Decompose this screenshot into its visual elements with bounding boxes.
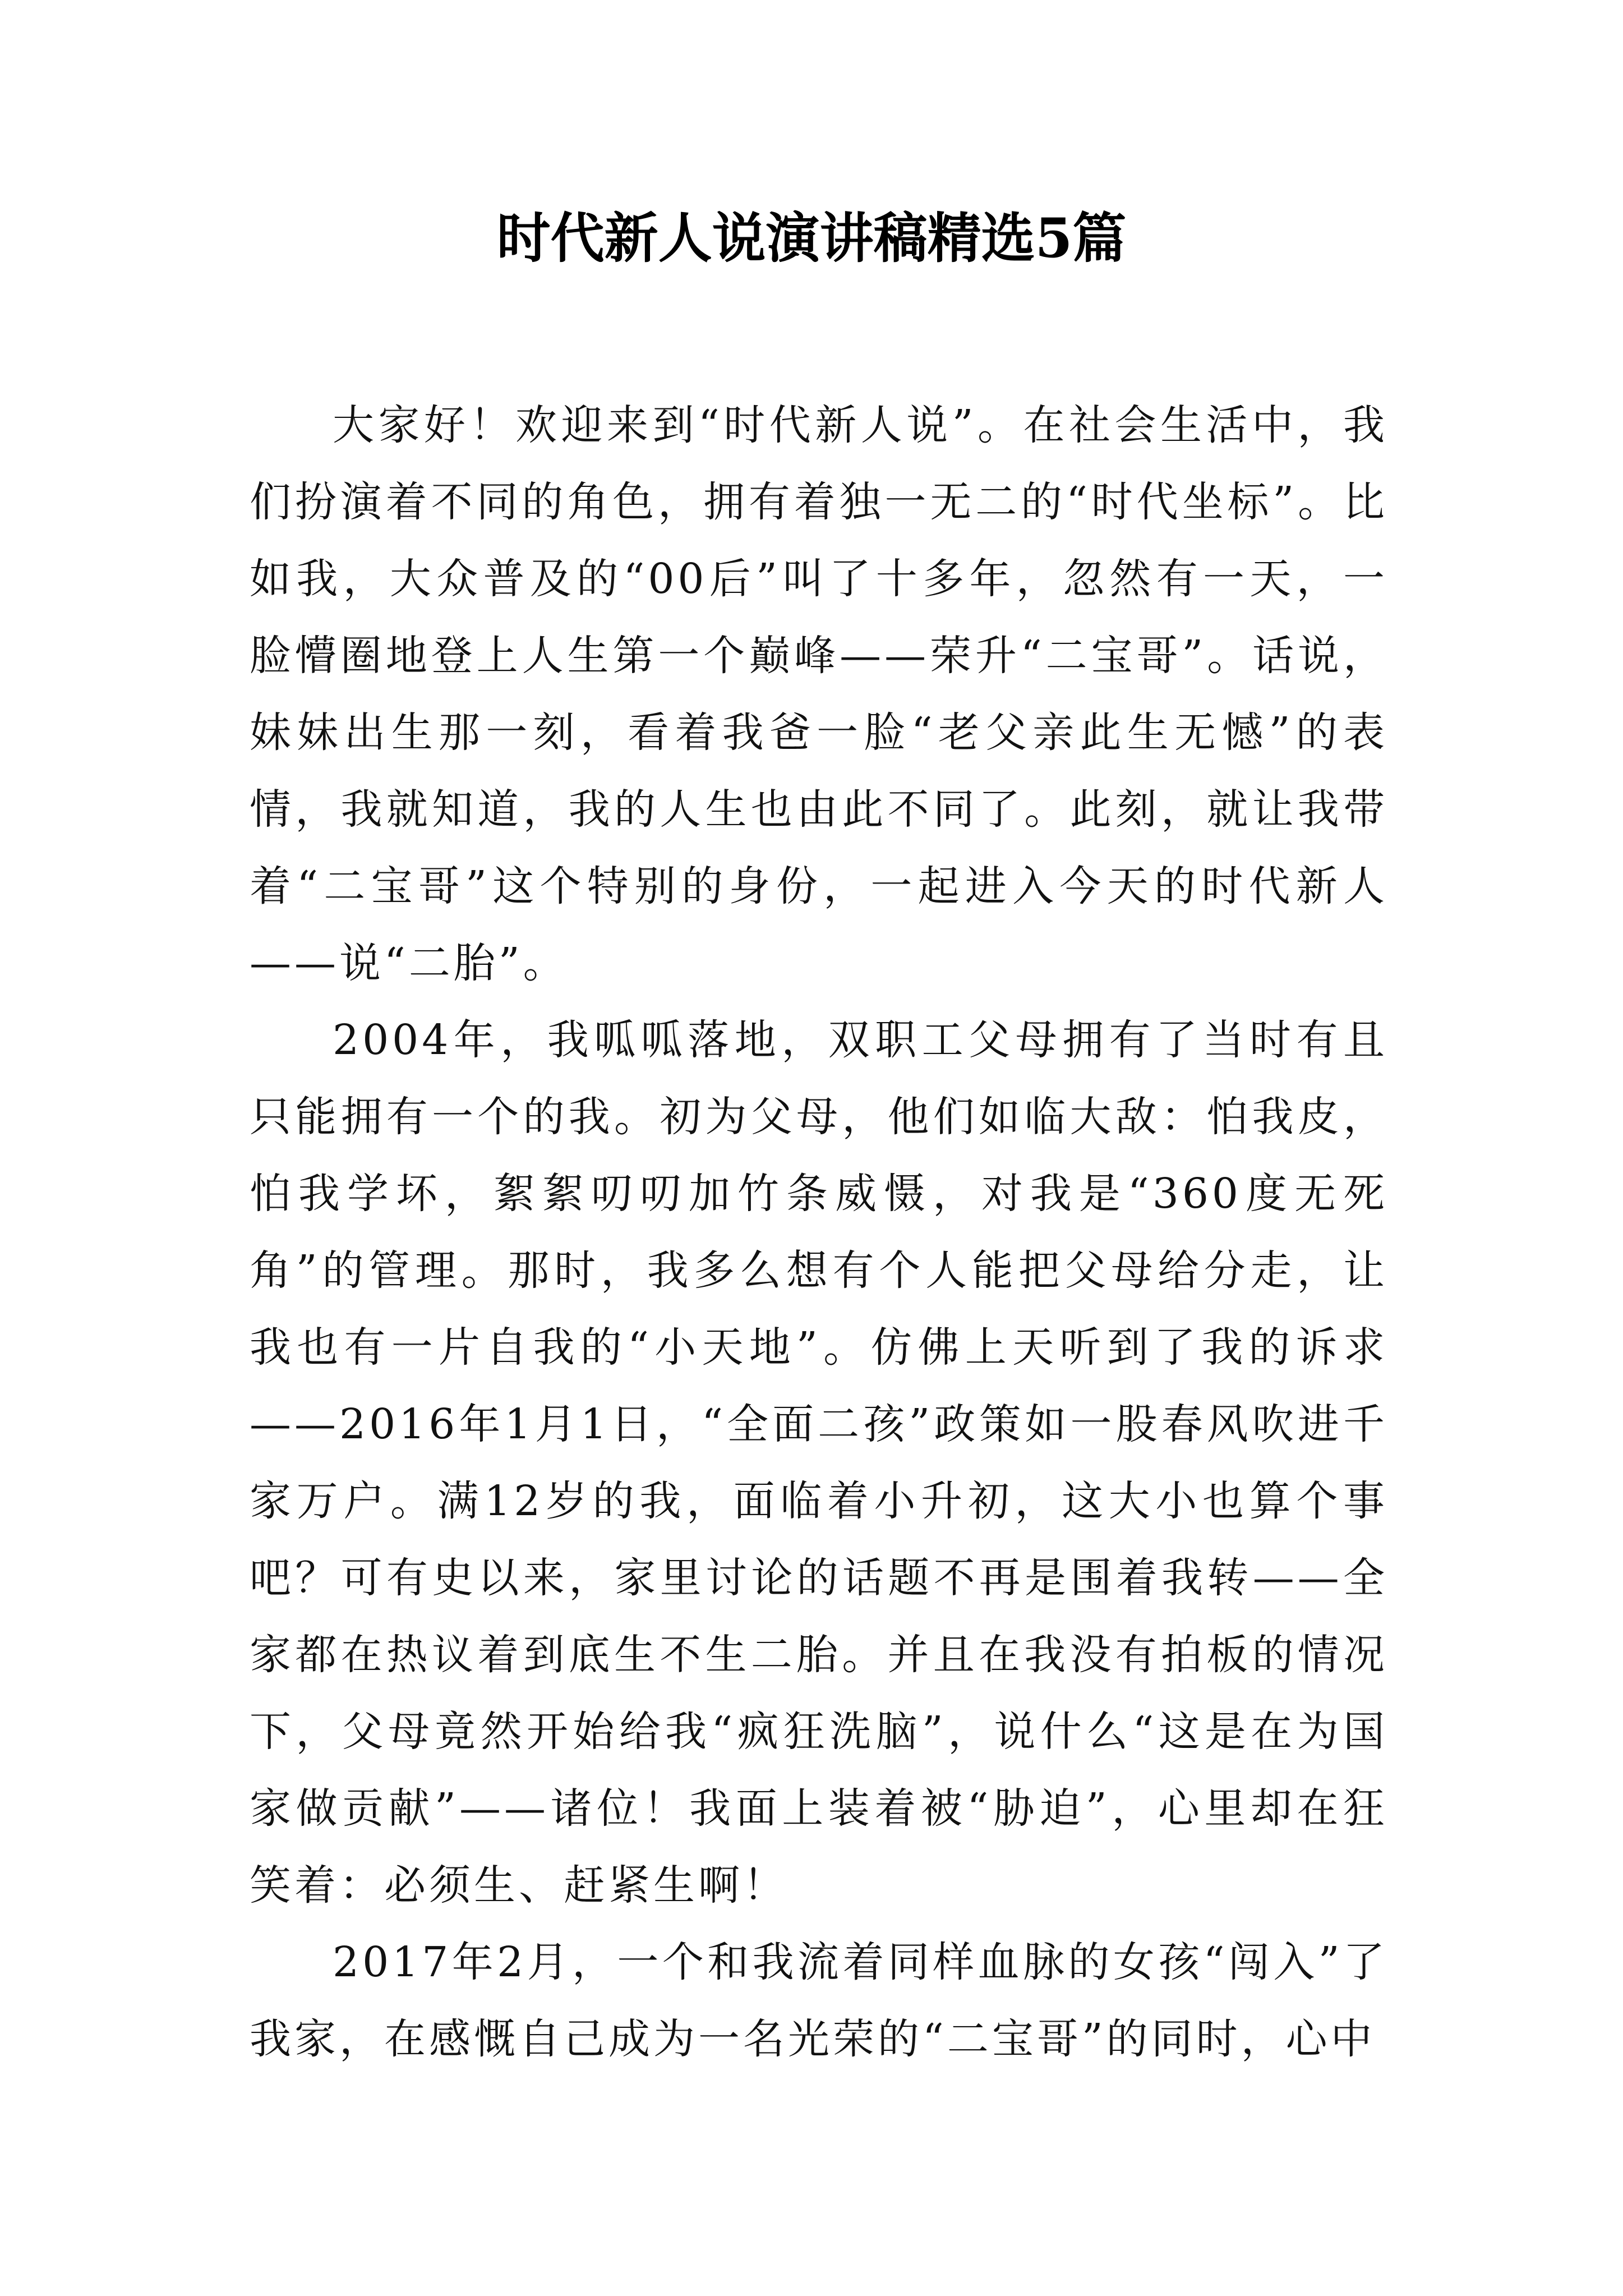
paragraph-1: 大家好！欢迎来到“时代新人说”。在社会生活中，我们扮演着不同的角色，拥有着独一无二的“时代坐标”。比如我，大众普及的“00后”叫了十多年，忽然有一天，一脸懵圈地登上人生第一个巅峰——荣升“二宝哥”。话说，妹妹出生那一刻，看着我爸一脸“老父亲此生无憾”的表情，我就知道，我的人生也由此不同了。此刻，就让我带着“二宝哥”这个特别的身份，一起进入今天的时代新人——说“二胎”。 bbox=[250, 401, 1388, 987]
paragraph-2: 2004年，我呱呱落地，双职工父母拥有了当时有且只能拥有一个的我。初为父母，他们如临大敌：怕我皮，怕我学坏，絮絮叨叨加竹条威慑，对我是“360度无死角”的管理。那时，我多么想有个人能把父母给分走，让我也有一片自我的“小天地”。仿佛上天听到了我的诉求——2016年1月1日，“全面二孩”政策如一股春风吹进千家万户。满12岁的我，面临着小升初，这大小也算个事吧？可有史以来，家里讨论的话题不再是围着我转——全家都在热议着到底生不生二胎。并且在我没有拍板的情况下，父母竟然开始给我“疯狂洗脑”，说什么“这是在为国家做贡献”——诸位！我面上装着被“胁迫”，心里却在狂笑着：必须生、赶紧生啊！ bbox=[250, 1016, 1388, 1910]
document-title: 时代新人说演讲稿精选5篇 bbox=[496, 206, 1127, 270]
paragraph-3: 2017年2月，一个和我流着同样血脉的女孩“闯入”了我家，在感慨自己成为一名光荣的“二宝哥”的同时，心中 bbox=[250, 1938, 1388, 2063]
document-body bbox=[250, 387, 1388, 2078]
